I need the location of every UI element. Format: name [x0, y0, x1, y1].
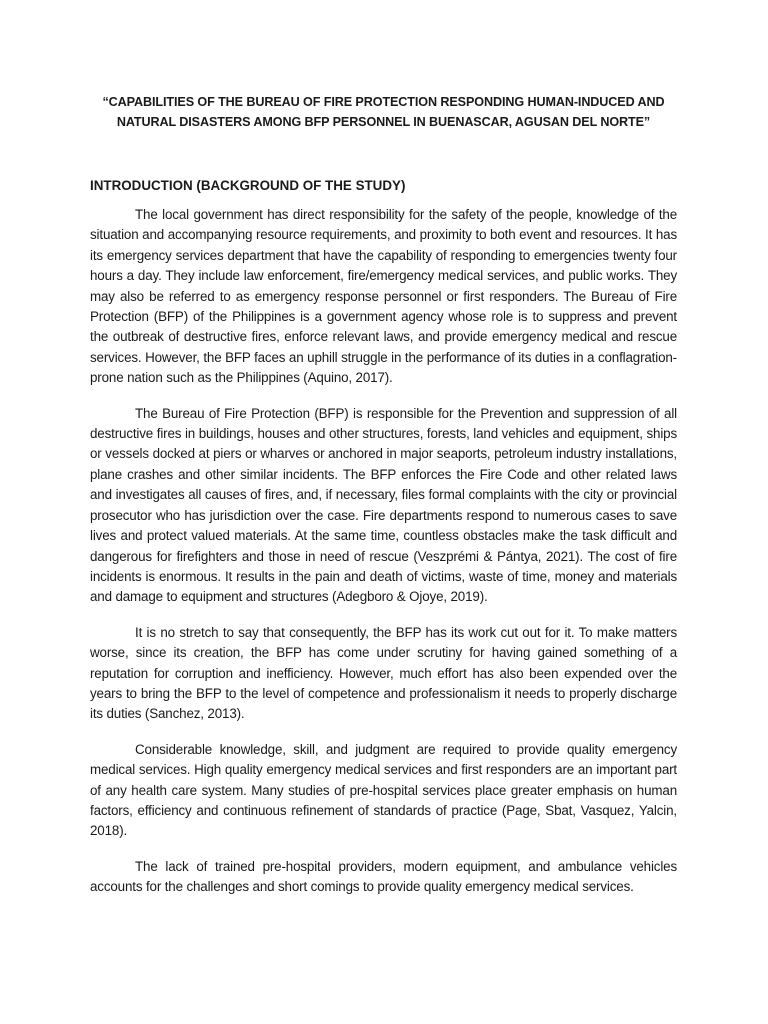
document-page [90, 92, 677, 913]
paragraph: The local government has direct responsibility for the safety of the people, knowledge of the situation and accompanying resource requirements, and proximity to both event and resources. It has its emergency services department that have the capability of responding to emergencies twenty four hours a day. They include law enforcement, fire/emergency medical services, and public works. They may also be referred to as emergency response personnel or first responders. The Bureau of Fire Protection (BFP) of the Philippines is a government agency whose role is to suppress and prevent the outbreak of destructive fires, enforce relevant laws, and provide emergency medical and rescue services. However, the BFP faces an uphill struggle in the performance of its duties in a conflagration-prone nation such as the Philippines (Aquino, 2017). [90, 207, 677, 386]
document-title: “CAPABILITIES OF THE BUREAU OF FIRE PROTECTION RESPONDING HUMAN-INDUCED AND NATURAL DISASTERS AMONG BFP PERSONNEL IN BUENASCAR, AGUSAN DEL NORTE” [102, 95, 665, 129]
paragraph: The lack of trained pre-hospital providers, modern equipment, and ambulance vehicles accounts for the challenges and short comings to provide quality emergency medical services. [90, 858, 677, 895]
paragraph: It is no stretch to say that consequently, the BFP has its work cut out for it. To make matters worse, since its creation, the BFP has come under scrutiny for having gained something of a reputation for corruption and inefficiency. However, much effort has also been expended over the years to bring the BFP to the level of competence and professionalism it needs to properly discharge its duties (Sanchez, 2013). [90, 624, 677, 722]
paragraph: The Bureau of Fire Protection (BFP) is responsible for the Prevention and suppression of all destructive fires in buildings, houses and other structures, forests, land vehicles and equipment, ships or vessels docked at piers or wharves or anchored in major seaports, petroleum industry installations, plane crashes and other similar incidents. The BFP enforces the Fire Code and other related laws and investigates all causes of fires, and, if necessary, files formal complaints with the city or provincial prosecutor who has jurisdiction over the case. Fire departments respond to numerous cases to save lives and protect valued materials. At the same time, countless obstacles make the task difficult and dangerous for firefighters and those in need of rescue (Veszprémi & Pántya, 2021). The cost of fire incidents is enormous. It results in the pain and death of victims, waste of time, money and materials and damage to equipment and structures (Adegboro & Ojoye, 2019). [90, 405, 677, 605]
section-heading: INTRODUCTION (BACKGROUND OF THE STUDY) [90, 178, 406, 193]
paragraph: Considerable knowledge, skill, and judgment are required to provide quality emergency medical services. High quality emergency medical services and first responders are an important part of any health care system. Many studies of pre-hospital services place greater emphasis on human factors, efficiency and continuous refinement of standards of practice (Page, Sbat, Vasquez, Yalcin, 2018). [90, 741, 677, 839]
